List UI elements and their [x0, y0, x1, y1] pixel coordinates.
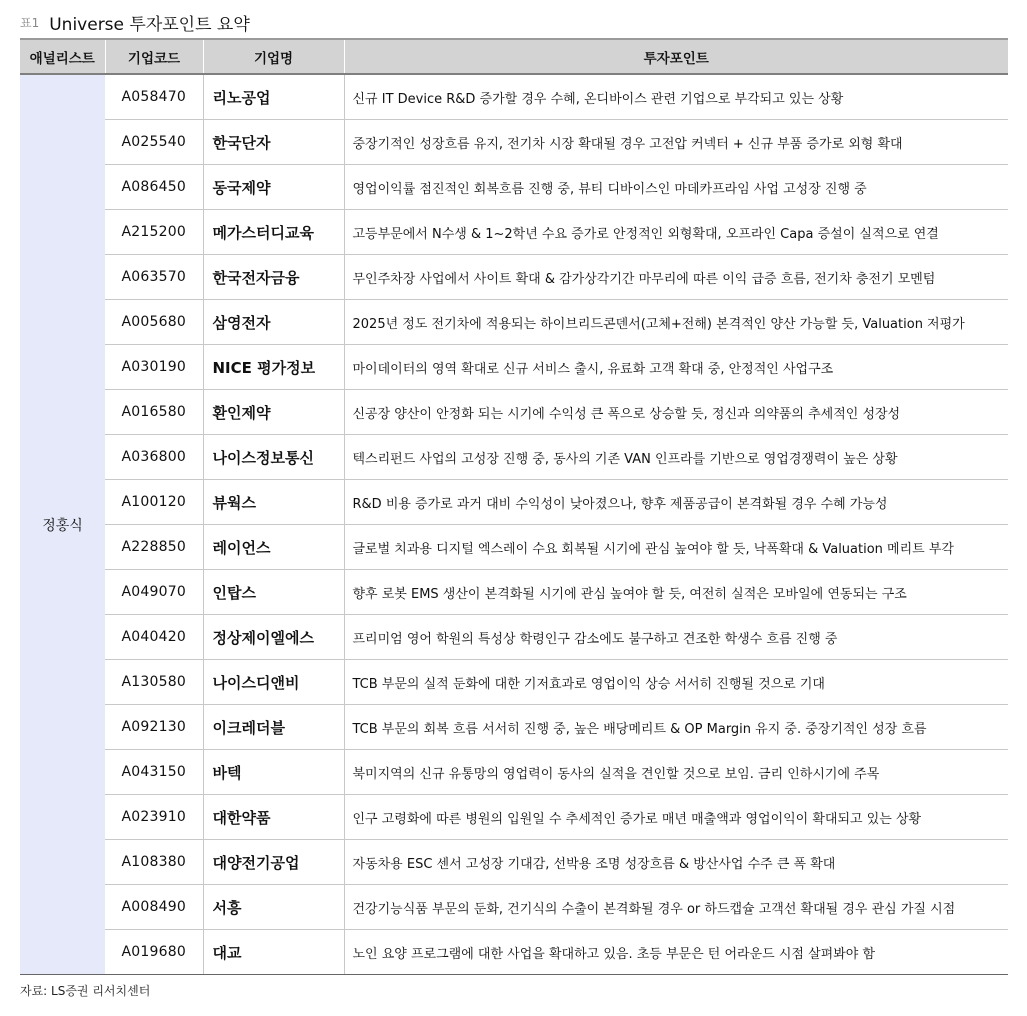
- company-name-cell: 뷰웍스: [203, 480, 344, 525]
- company-name-cell: 리노공업: [203, 74, 344, 120]
- company-name-cell: 정상제이엘에스: [203, 615, 344, 660]
- table-row: [20, 930, 1008, 975]
- company-code-cell: A215200: [105, 210, 203, 255]
- company-name-cell: 환인제약: [203, 390, 344, 435]
- company-code-cell: A040420: [105, 615, 203, 660]
- company-name-cell: 한국전자금융: [203, 255, 344, 300]
- investment-point-cell: 노인 요양 프로그램에 대한 사업을 확대하고 있음. 초등 부문은 턴 어라운드 시점 살펴봐야 함: [344, 930, 1008, 975]
- company-code-cell: A049070: [105, 570, 203, 615]
- company-name-cell: 동국제약: [203, 165, 344, 210]
- company-name-cell: 대교: [203, 930, 344, 975]
- investment-point-cell: R&D 비용 증가로 과거 대비 수익성이 낮아졌으나, 향후 제품공급이 본격화될 경우 수혜 가능성: [344, 480, 1008, 525]
- table-row: [20, 74, 1008, 120]
- table-row: [20, 885, 1008, 930]
- company-name-cell: 대한약품: [203, 795, 344, 840]
- table-row: [20, 750, 1008, 795]
- table-number: 표1: [20, 15, 40, 30]
- header-analyst: 애널리스트: [20, 39, 105, 74]
- company-name-cell: 나이스정보통신: [203, 435, 344, 480]
- table-row: [20, 480, 1008, 525]
- table-title: [20, 9, 250, 35]
- company-code-cell: A100120: [105, 480, 203, 525]
- investment-point-cell: 2025년 정도 전기차에 적용되는 하이브리드콘덴서(고체+전해) 본격적인 양산 가능할 듯, Valuation 저평가: [344, 300, 1008, 345]
- analyst-cell: 정홍식: [20, 74, 105, 975]
- investment-point-cell: 건강기능식품 부문의 둔화, 건기식의 수출이 본격화될 경우 or 하드캡슐 고객선 확대될 경우 관심 가질 시점: [344, 885, 1008, 930]
- table-body: [20, 74, 1008, 975]
- company-name-cell: 인탑스: [203, 570, 344, 615]
- table-row: [20, 795, 1008, 840]
- company-name-cell: 대양전기공업: [203, 840, 344, 885]
- investment-point-cell: 인구 고령화에 따른 병원의 입원일 수 추세적인 증가로 매년 매출액과 영업이익이 확대되고 있는 상황: [344, 795, 1008, 840]
- investment-point-cell: 텍스리펀드 사업의 고성장 진행 중, 동사의 기존 VAN 인프라를 기반으로 영업경쟁력이 높은 상황: [344, 435, 1008, 480]
- investment-point-cell: TCB 부문의 회복 흐름 서서히 진행 중, 높은 배당메리트 & OP Margin 유지 중. 중장기적인 성장 흐름: [344, 705, 1008, 750]
- header-company: 기업명: [203, 39, 344, 74]
- investment-point-cell: TCB 부문의 실적 둔화에 대한 기저효과로 영업이익 상승 서서히 진행될 것으로 기대: [344, 660, 1008, 705]
- investment-point-cell: 영업이익률 점진적인 회복흐름 진행 중, 뷰티 디바이스인 마데카프라임 사업 고성장 진행 중: [344, 165, 1008, 210]
- company-code-cell: A058470: [105, 74, 203, 120]
- company-code-cell: A086450: [105, 165, 203, 210]
- header-code: 기업코드: [105, 39, 203, 74]
- company-name-cell: 서흥: [203, 885, 344, 930]
- company-code-cell: A043150: [105, 750, 203, 795]
- company-name-cell: 한국단자: [203, 120, 344, 165]
- investment-point-cell: 중장기적인 성장흐름 유지, 전기차 시장 확대될 경우 고전압 커넥터 + 신규 부품 증가로 외형 확대: [344, 120, 1008, 165]
- table-row: [20, 345, 1008, 390]
- table-row: [20, 615, 1008, 660]
- source-note: 자료: LS증권 리서치센터: [20, 984, 151, 998]
- investment-point-cell: 고등부문에서 N수생 & 1~2학년 수요 증가로 안정적인 외형확대, 오프라인 Capa 증설이 실적으로 연결: [344, 210, 1008, 255]
- table-row: [20, 120, 1008, 165]
- company-code-cell: A108380: [105, 840, 203, 885]
- company-code-cell: A019680: [105, 930, 203, 975]
- table-row: [20, 840, 1008, 885]
- company-code-cell: A025540: [105, 120, 203, 165]
- company-code-cell: A130580: [105, 660, 203, 705]
- investment-point-cell: 프리미엄 영어 학원의 특성상 학령인구 감소에도 불구하고 견조한 학생수 흐름 진행 중: [344, 615, 1008, 660]
- company-code-cell: A005680: [105, 300, 203, 345]
- table-row: [20, 300, 1008, 345]
- table-row: [20, 435, 1008, 480]
- company-code-cell: A063570: [105, 255, 203, 300]
- company-code-cell: A030190: [105, 345, 203, 390]
- investment-point-cell: 자동차용 ESC 센서 고성장 기대감, 선박용 조명 성장흐름 & 방산사업 수주 큰 폭 확대: [344, 840, 1008, 885]
- company-name-cell: 메가스터디교육: [203, 210, 344, 255]
- investment-point-cell: 신공장 양산이 안정화 되는 시기에 수익성 큰 폭으로 상승할 듯, 정신과 의약품의 추세적인 성장성: [344, 390, 1008, 435]
- table-row: [20, 570, 1008, 615]
- company-name-cell: 삼영전자: [203, 300, 344, 345]
- investment-point-cell: 무인주차장 사업에서 사이트 확대 & 감가상각기간 마무리에 따른 이익 급증 흐름, 전기차 충전기 모멘텀: [344, 255, 1008, 300]
- company-code-cell: A228850: [105, 525, 203, 570]
- table-row: [20, 705, 1008, 750]
- table-title-text: Universe 투자포인트 요약: [49, 14, 250, 35]
- header-row: [20, 39, 1008, 74]
- company-code-cell: A092130: [105, 705, 203, 750]
- company-name-cell: 레이언스: [203, 525, 344, 570]
- table-row: [20, 210, 1008, 255]
- company-code-cell: A008490: [105, 885, 203, 930]
- investment-point-cell: 향후 로봇 EMS 생산이 본격화될 시기에 관심 높여야 할 듯, 여전히 실적은 모바일에 연동되는 구조: [344, 570, 1008, 615]
- company-code-cell: A016580: [105, 390, 203, 435]
- table-row: [20, 525, 1008, 570]
- company-code-cell: A036800: [105, 435, 203, 480]
- company-name-cell: 나이스디앤비: [203, 660, 344, 705]
- universe-table: [20, 38, 1008, 975]
- investment-point-cell: 신규 IT Device R&D 증가할 경우 수혜, 온디바이스 관련 기업으로 부각되고 있는 상황: [344, 74, 1008, 120]
- table-row: [20, 165, 1008, 210]
- company-name-cell: 바텍: [203, 750, 344, 795]
- investment-point-cell: 마이데이터의 영역 확대로 신규 서비스 출시, 유료화 고객 확대 중, 안정적인 사업구조: [344, 345, 1008, 390]
- company-name-cell: 이크레더블: [203, 705, 344, 750]
- table-row: [20, 255, 1008, 300]
- table-row: [20, 660, 1008, 705]
- header-point: 투자포인트: [344, 39, 1008, 74]
- company-name-cell: NICE 평가정보: [203, 345, 344, 390]
- table-row: [20, 390, 1008, 435]
- investment-point-cell: 글로벌 치과용 디지털 엑스레이 수요 회복될 시기에 관심 높여야 할 듯, 낙폭확대 & Valuation 메리트 부각: [344, 525, 1008, 570]
- company-code-cell: A023910: [105, 795, 203, 840]
- investment-point-cell: 북미지역의 신규 유통망의 영업력이 동사의 실적을 견인할 것으로 보임. 금리 인하시기에 주목: [344, 750, 1008, 795]
